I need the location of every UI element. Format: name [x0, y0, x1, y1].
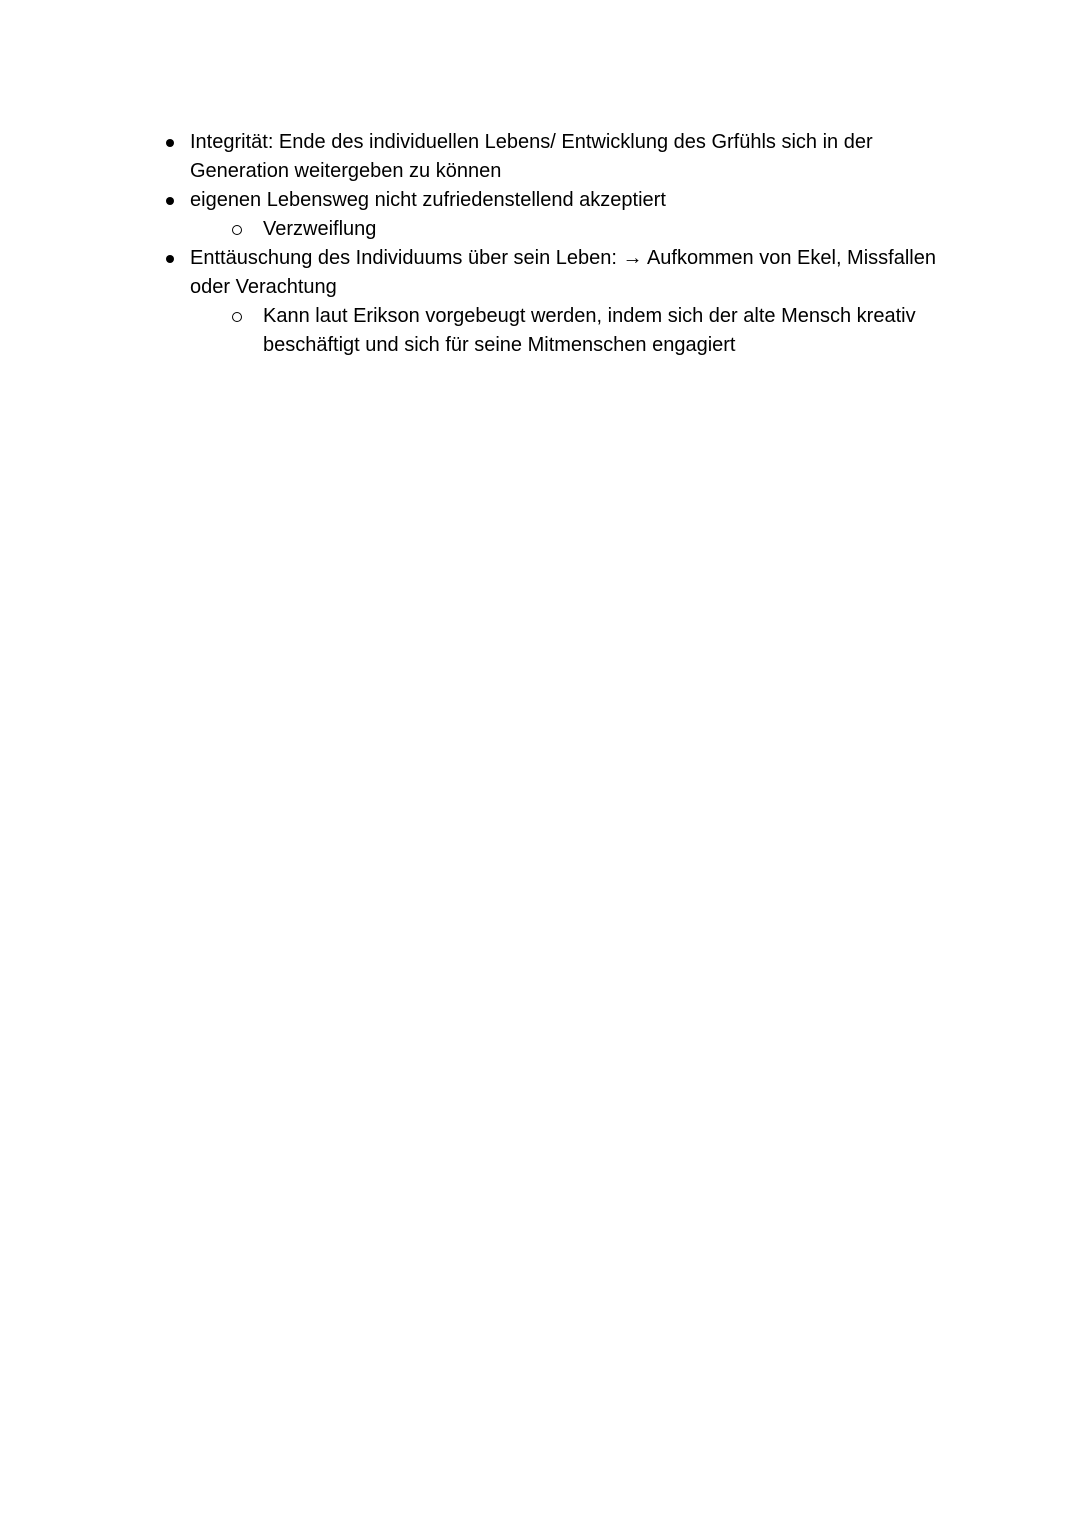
bullet-disc-icon: [166, 139, 174, 147]
list-item: [0, 128, 1080, 186]
list-item-text: Kann laut Erikson vorgebeugt werden, indem sich der alte Mensch kreativ beschäftigt und sich für seine Mitmenschen engagiert: [263, 305, 916, 356]
list-item-text: Integrität: Ende des individuellen Lebens/ Entwicklung des Grfühls sich in der Generation weitergeben zu können: [190, 131, 873, 182]
list-item: [0, 186, 1080, 215]
bulleted-list: [0, 128, 1080, 360]
list-item-text: eigenen Lebensweg nicht zufriedenstellend akzeptiert: [190, 189, 666, 211]
list-subitem: [0, 302, 1080, 360]
list-item-text: Verzweiflung: [263, 218, 377, 240]
bullet-disc-icon: [166, 255, 174, 263]
list-item-text: Enttäuschung des Individuums über sein Leben: → Aufkommen von Ekel, Missfallen oder Verachtung: [190, 247, 936, 298]
bullet-circle-icon: [232, 225, 242, 235]
bullet-circle-icon: [232, 312, 242, 322]
bullet-disc-icon: [166, 197, 174, 205]
list-item: [0, 244, 1080, 302]
list-subitem: [0, 215, 1080, 244]
